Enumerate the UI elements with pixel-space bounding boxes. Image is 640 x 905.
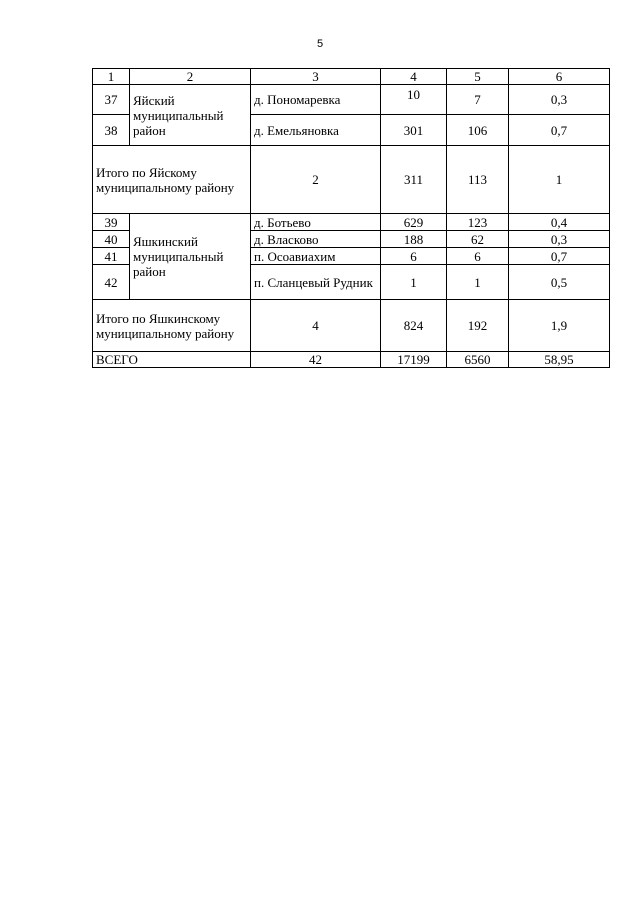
- row-number: 37: [93, 85, 130, 115]
- value-cell: 7: [447, 85, 509, 115]
- value-cell: 824: [381, 300, 447, 352]
- grand-total-row: [93, 352, 610, 368]
- value-cell: 2: [251, 146, 381, 214]
- value-cell: 1,9: [509, 300, 610, 352]
- value-cell: 0,7: [509, 115, 610, 146]
- row-number: 41: [93, 248, 130, 265]
- subtotal-row: [93, 300, 610, 352]
- settlement-name: д. Ботьево: [251, 214, 381, 231]
- value-cell: 6560: [447, 352, 509, 368]
- value-cell: 192: [447, 300, 509, 352]
- value-cell: 629: [381, 214, 447, 231]
- settlement-name: д. Власково: [251, 231, 381, 248]
- value-cell: 311: [381, 146, 447, 214]
- statistics-table: [92, 68, 610, 368]
- value-cell: 0,4: [509, 214, 610, 231]
- value-cell: 6: [447, 248, 509, 265]
- row-number: 38: [93, 115, 130, 146]
- header-cell: 6: [509, 69, 610, 85]
- header-cell: 1: [93, 69, 130, 85]
- value-cell: 0,3: [509, 85, 610, 115]
- header-cell: 2: [130, 69, 251, 85]
- header-cell: 5: [447, 69, 509, 85]
- value-cell: 0,7: [509, 248, 610, 265]
- header-row: [93, 69, 610, 85]
- table-row: [93, 85, 610, 115]
- settlement-name: д. Пономаревка: [251, 85, 381, 115]
- settlement-name: д. Емельяновка: [251, 115, 381, 146]
- value-cell: 1: [381, 265, 447, 300]
- value-cell: 42: [251, 352, 381, 368]
- subtotal-label: Итого по Яйскому муниципальному району: [93, 146, 251, 214]
- value-cell: 0,5: [509, 265, 610, 300]
- value-cell: 6: [381, 248, 447, 265]
- value-cell: 106: [447, 115, 509, 146]
- value-text: 10: [407, 87, 420, 102]
- value-cell: 113: [447, 146, 509, 214]
- district-name: Яшкинский муниципальный район: [130, 214, 251, 300]
- value-cell: 301: [381, 115, 447, 146]
- table-row: [93, 214, 610, 231]
- value-cell: 1: [509, 146, 610, 214]
- value-cell: 123: [447, 214, 509, 231]
- settlement-name: п. Осоавиахим: [251, 248, 381, 265]
- district-name: Яйский муниципальный район: [130, 85, 251, 146]
- value-cell: 4: [251, 300, 381, 352]
- value-cell: 1: [447, 265, 509, 300]
- value-cell: 0,3: [509, 231, 610, 248]
- page-number: 5: [316, 38, 324, 50]
- value-cell: 58,95: [509, 352, 610, 368]
- value-cell: 188: [381, 231, 447, 248]
- subtotal-row: [93, 146, 610, 214]
- subtotal-label: Итого по Яшкинскому муниципальному району: [93, 300, 251, 352]
- value-cell: 62: [447, 231, 509, 248]
- settlement-name: п. Сланцевый Рудник: [251, 265, 381, 300]
- value-cell: [381, 85, 447, 115]
- header-cell: 3: [251, 69, 381, 85]
- value-cell: 17199: [381, 352, 447, 368]
- header-cell: 4: [381, 69, 447, 85]
- row-number: 42: [93, 265, 130, 300]
- grand-total-label: ВСЕГО: [93, 352, 251, 368]
- row-number: 39: [93, 214, 130, 231]
- row-number: 40: [93, 231, 130, 248]
